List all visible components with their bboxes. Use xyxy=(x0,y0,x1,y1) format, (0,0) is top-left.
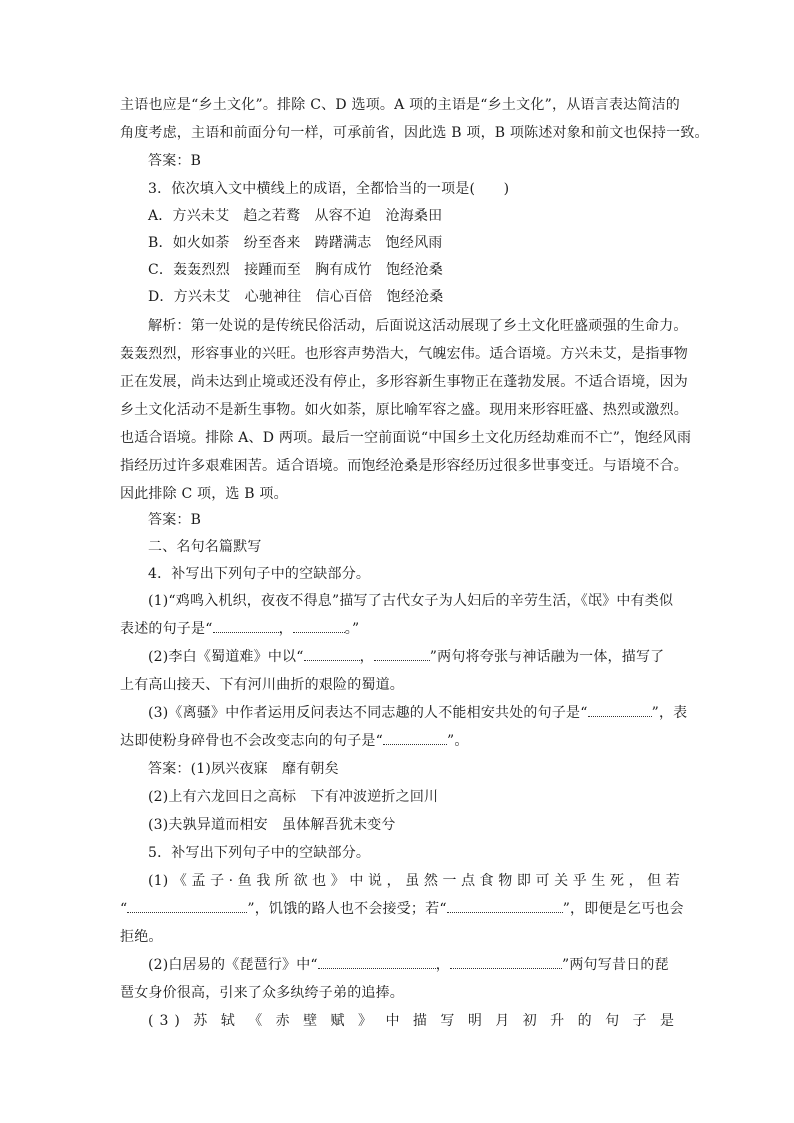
analysis-line: 因此排除 C 项，选 B 项。 xyxy=(120,486,288,502)
question-5-2-cont: 琶女身价很高，引来了众多纨绔子弟的追捧。 xyxy=(120,985,404,1001)
question-4-1: (1)“鸡鸣入机织，夜夜不得息”描写了古代女子为人妇后的辛劳生活，《氓》中有类似 xyxy=(148,593,674,609)
analysis-line: 解析：第一处说的是传统民俗活动，后面说这活动展现了乡土文化旺盛顽强的生命力。 xyxy=(148,318,688,334)
option-b: B．如火如荼 纷至沓来 踌躇满志 饱经风雨 xyxy=(148,235,443,251)
answer-blank[interactable] xyxy=(383,731,447,745)
question-4-3-cont: 达即使粉身碎骨也不会改变志向的句子是“ ”。 xyxy=(120,733,469,749)
analysis-line: 指经历过许多艰难困苦。适合语境。而饱经沧桑是形容经历过很多世事变迁。与语境不合。 xyxy=(120,458,688,474)
answer-blank[interactable] xyxy=(588,703,652,717)
analysis-line: 正在发展，尚未达到止境或还没有停止，多形容新生事物正在蓬勃发展。不适合语境，因为 xyxy=(120,374,688,390)
option-c: C．轰轰烈烈 接踵而至 胸有成竹 饱经沧桑 xyxy=(148,262,443,278)
answer-line: (2)上有六龙回日之高标 下有冲波逆折之回川 xyxy=(148,789,439,805)
answer-blank[interactable] xyxy=(447,899,563,913)
answer-line: 答案：B xyxy=(148,153,202,169)
analysis-line: 乡土文化活动不是新生事物。如火如荼，原比喻军容之盛。现用来形容旺盛、热烈或激烈。 xyxy=(120,402,688,418)
answer-line: 答案：(1)夙兴夜寐 靡有朝矣 xyxy=(148,761,339,777)
answer-blank[interactable] xyxy=(293,619,345,633)
question-5-1-blanks: “ ”，饥饿的路人也不会接受；若“ ”，即便是乞丐也会 xyxy=(120,901,684,917)
answer-blank[interactable] xyxy=(450,955,562,969)
answer-blank[interactable] xyxy=(318,955,436,969)
option-a: A．方兴未艾 趋之若鹜 从容不迫 沧海桑田 xyxy=(148,208,443,224)
answer-blank[interactable] xyxy=(374,647,430,661)
analysis-line: 也适合语境。排除 A、D 两项。最后一空前面说“中国乡土文化历经劫难而不亡”，饱经风雨 xyxy=(120,430,692,446)
question-5-2: (2)白居易的《琵琶行》中“ ， ”两句写昔日的琵 xyxy=(148,957,669,973)
analysis-line: 轰轰烈烈，形容事业的兴旺。也形容声势浩大，气魄宏伟。适合语境。方兴未艾，是指事物 xyxy=(120,346,688,362)
question-4-2-cont: 上有高山接天、下有河川曲折的艰险的蜀道。 xyxy=(120,677,404,693)
answer-blank[interactable] xyxy=(127,899,247,913)
analysis-line: 角度考虑，主语和前面分句一样，可承前省，因此选 B 项，B 项陈述对象和前文也保持一致。 xyxy=(120,125,709,141)
answer-line: (3)夫孰异道而相安 虽体解吾犹未变兮 xyxy=(148,817,396,833)
question-4-1-blanks: 表述的句子是“ ， 。” xyxy=(120,621,360,637)
answer-blank[interactable] xyxy=(304,647,360,661)
answer-blank[interactable] xyxy=(213,619,279,633)
question-5-1: (1)《孟子·鱼我所欲也》中说，虽然一点食物即可关乎生死，但若 xyxy=(148,873,680,889)
answer-line: 答案：B xyxy=(148,512,202,528)
analysis-line: 主语也应是“乡土文化”。排除 C、D 选项。A 项的主语是“乡土文化”，从语言表达简洁的 xyxy=(120,97,680,113)
question-4-3: (3)《离骚》中作者运用反问表达不同志趣的人不能相安共处的句子是“ ”，表 xyxy=(148,705,688,721)
question-5-3: (3)苏轼《赤壁赋》中描写明月初升的句子是 xyxy=(148,1013,680,1029)
question-5-1-cont: 拒绝。 xyxy=(120,929,163,945)
section-heading: 二、名句名篇默写 xyxy=(148,539,262,555)
question-3-stem: 3．依次填入文中横线上的成语，全都恰当的一项是( ) xyxy=(148,181,510,197)
question-5-stem: 5．补写出下列句子中的空缺部分。 xyxy=(148,845,371,861)
question-4-stem: 4．补写出下列句子中的空缺部分。 xyxy=(148,566,371,582)
option-d: D．方兴未艾 心驰神往 信心百倍 饱经沧桑 xyxy=(148,289,444,305)
question-4-2: (2)李白《蜀道难》中以“ ， ”两句将夸张与神话融为一体，描写了 xyxy=(148,649,665,665)
